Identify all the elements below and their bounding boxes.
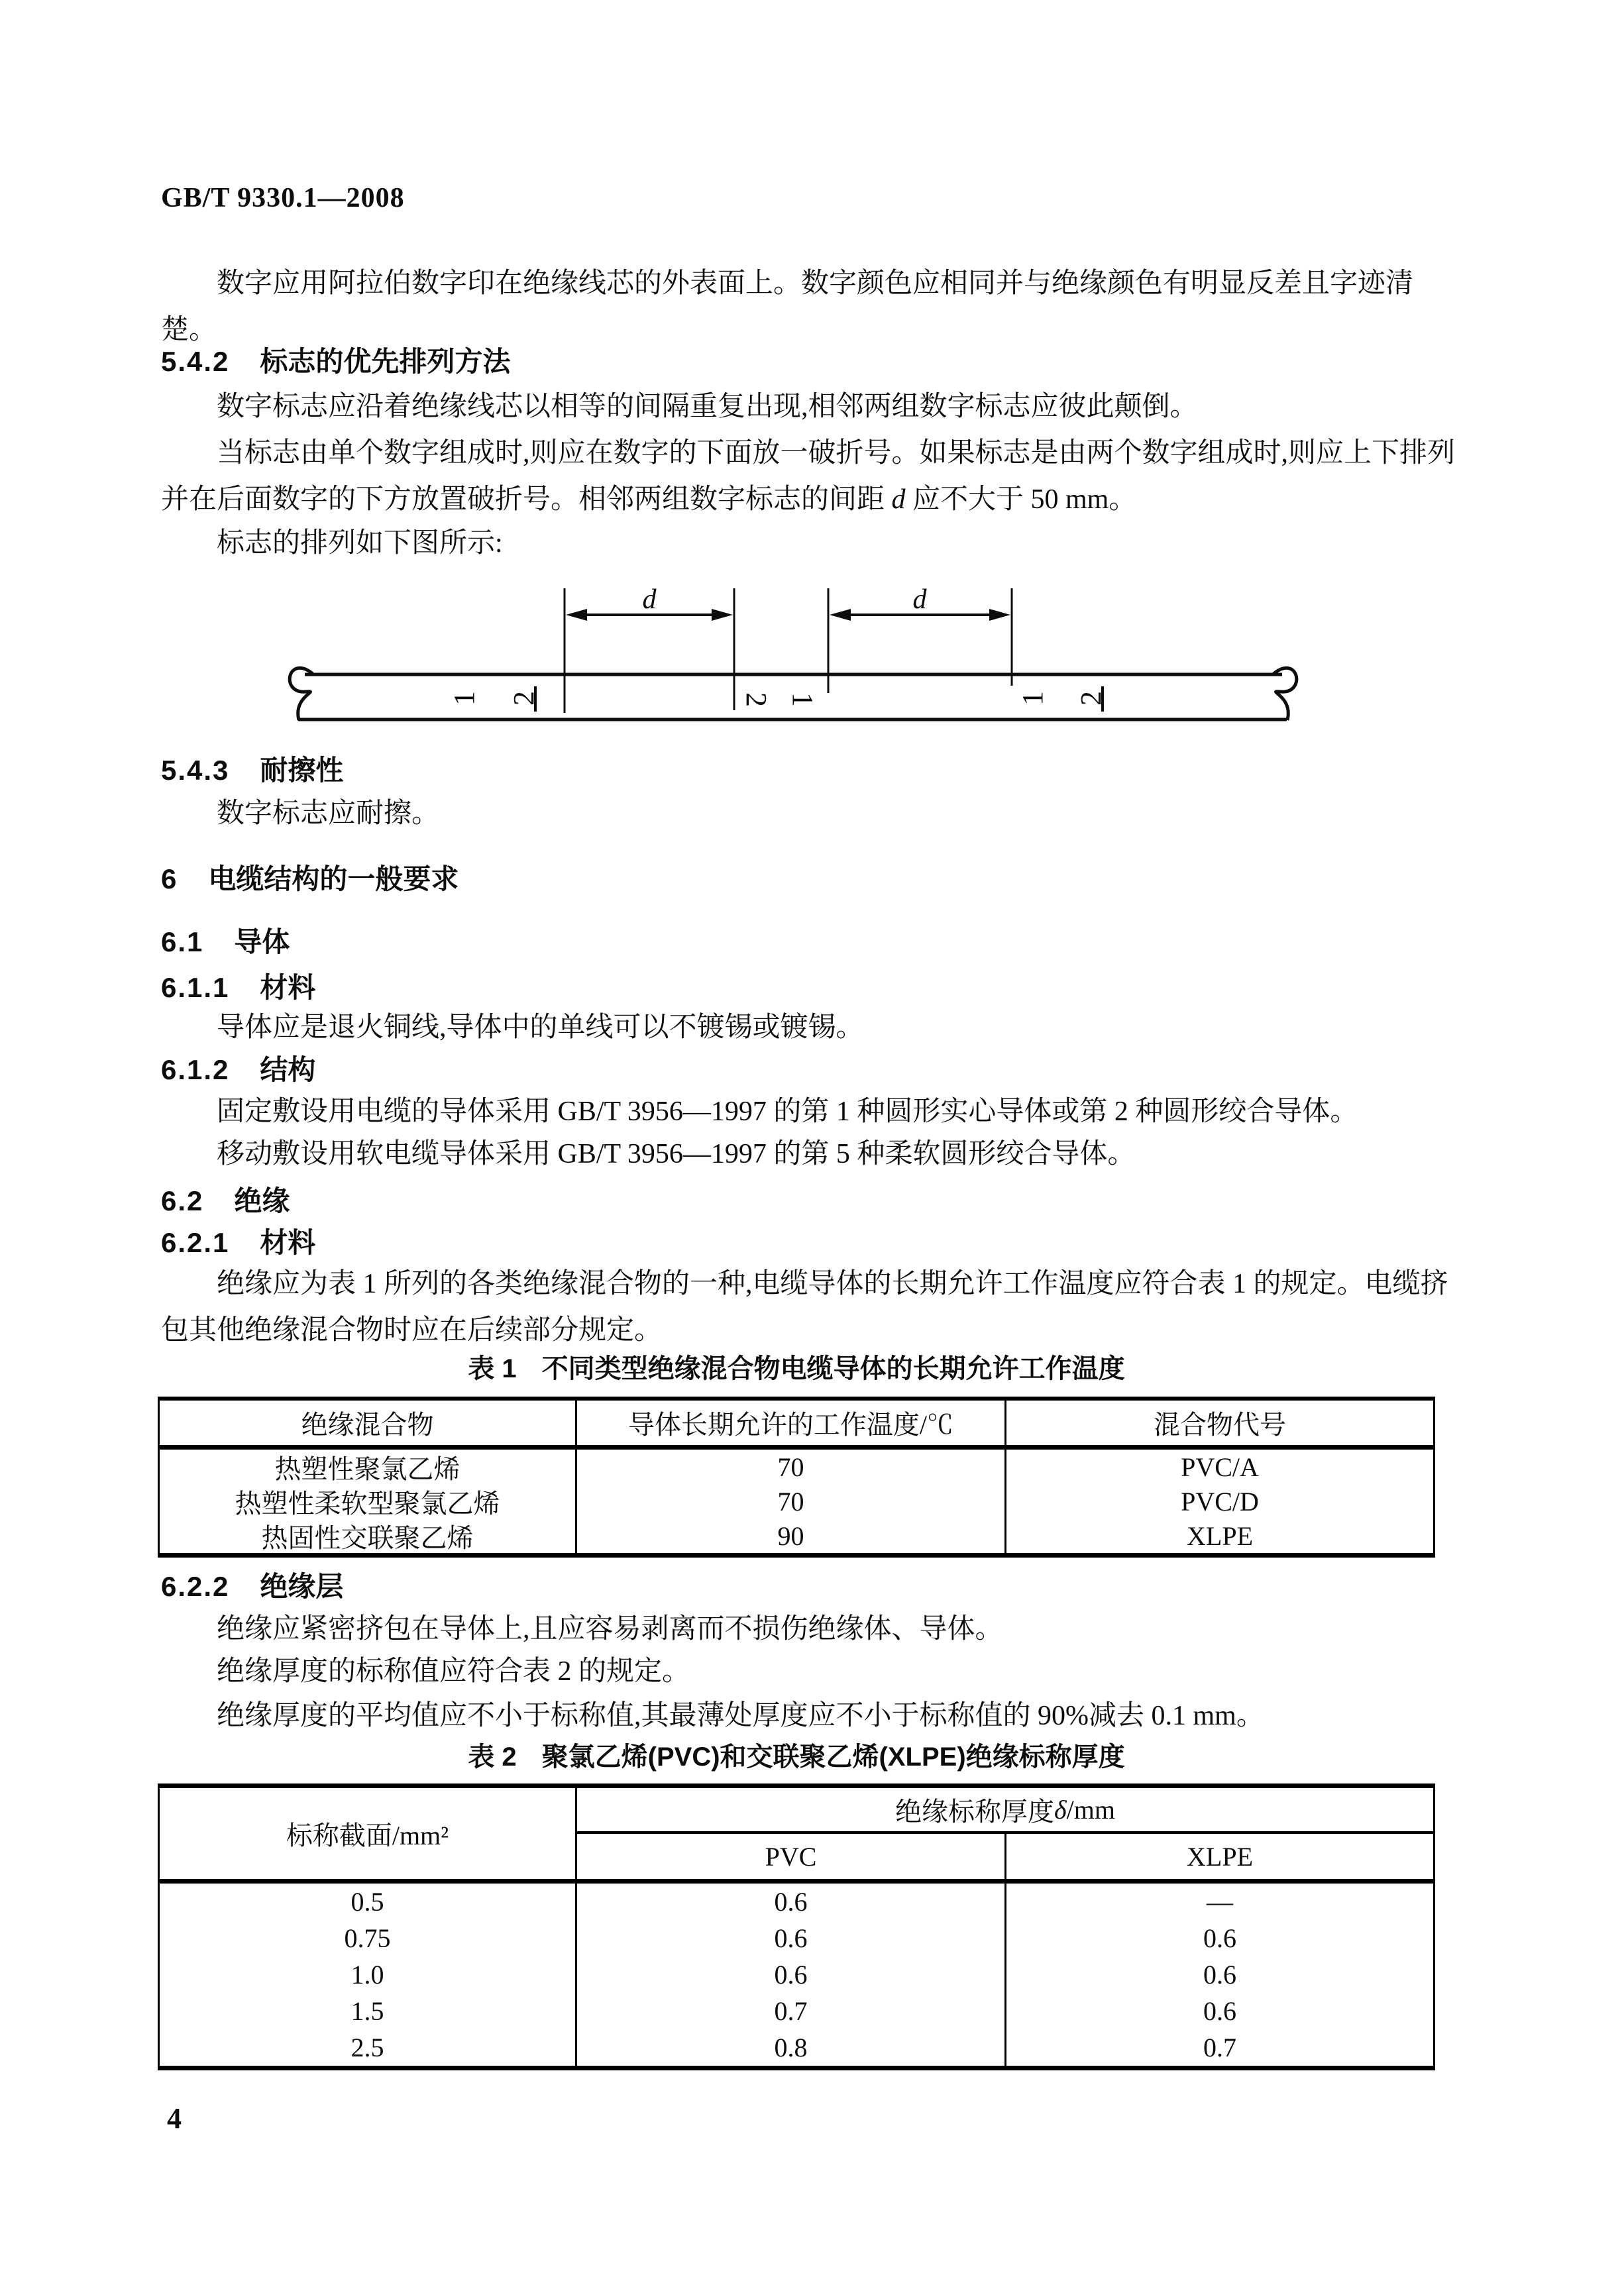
section-title: 标志的优先排列方法	[260, 346, 511, 377]
paragraph-marking-digits: 数字应用阿拉伯数字印在绝缘线芯的外表面上。数字颜色应相同并与绝缘颜色有明显反差且字迹清楚。	[161, 268, 1414, 345]
section-number: 6.1	[161, 926, 204, 957]
section-number: 5.4.2	[161, 346, 230, 377]
paragraph-612-2: 移动敷设用软电缆导体采用 GB/T 3956—1997 的第 5 种柔软圆形绞合导体。	[217, 1139, 1136, 1169]
table-caption-title: 聚氯乙烯(PVC)和交联聚乙烯(XLPE)绝缘标称厚度	[541, 1742, 1125, 1772]
table1-cell: 90	[577, 1518, 1006, 1553]
arrowhead-left-2	[830, 609, 851, 621]
table1-cell: XLPE	[1187, 1520, 1253, 1551]
arrowhead-right-2	[989, 609, 1010, 621]
section-number: 6.2.2	[161, 1571, 230, 1602]
paragraph-543-1: 数字标志应耐擦。	[217, 798, 440, 829]
section-heading-621	[161, 1220, 315, 1266]
section-title: 导体	[234, 926, 290, 957]
mark-group3-digit2: 2	[1075, 691, 1107, 706]
paragraph-text: 当标志由单个数字组成时,则应在数字的下面放一破折号。如果标志是由两个数字组成时,则应上下排列并在后面数字的下方放置破折号。相邻两组数字标志的间距	[161, 438, 1456, 515]
mark-group1-digit2: 2	[508, 691, 540, 706]
variable-d: d	[891, 484, 906, 515]
section-title: 电缆结构的一般要求	[208, 863, 459, 894]
dimension-label-d-1: d	[642, 584, 657, 615]
table1-header-cell: 混合物代号	[1006, 1401, 1433, 1450]
section-title: 绝缘层	[260, 1571, 344, 1602]
table2-header-cell-thickness	[577, 1788, 1433, 1834]
section-number: 6.2	[161, 1185, 204, 1216]
table2-cell: 0.6	[577, 1920, 1006, 1956]
mark-group2-digit1: 2	[740, 692, 773, 707]
table2-cell: 0.6	[1203, 1996, 1236, 2026]
mark-group2-digit2: 1	[786, 692, 819, 707]
paragraph-542-1: 数字标志应沿着绝缘线芯以相等的间隔重复出现,相邻两组数字标志应彼此颠倒。	[217, 392, 1198, 422]
table2-header-cell-section: 标称截面/mm²	[160, 1788, 577, 1884]
table1-cell: 热固性交联聚乙烯	[160, 1518, 577, 1553]
section-heading-622	[161, 1564, 343, 1610]
table2-cell: 0.6	[1203, 1923, 1236, 1953]
table2-cell: 1.5	[160, 1993, 577, 2029]
table2-caption	[158, 1734, 1435, 1780]
table1-caption	[158, 1346, 1435, 1392]
table1-cell: 热塑性聚氯乙烯	[160, 1450, 577, 1484]
paragraph-612-1: 固定敷设用电缆的导体采用 GB/T 3956—1997 的第 1 种圆形实心导体或第 2 种圆形绞合导体。	[217, 1096, 1358, 1127]
section-title: 绝缘	[234, 1185, 290, 1216]
section-number: 6	[161, 863, 178, 894]
section-number: 5.4.3	[161, 755, 230, 786]
table2-cell: 0.75	[160, 1920, 577, 1956]
paragraph-542-3: 标志的排列如下图所示:	[217, 528, 503, 559]
table2-cell: 0.8	[577, 2029, 1006, 2066]
table-caption-title: 不同类型绝缘混合物电缆导体的长期允许工作温度	[541, 1354, 1125, 1383]
table-caption-label: 表 1	[468, 1354, 517, 1383]
section-heading-543	[161, 747, 343, 794]
table2-cell: 0.6	[577, 1956, 1006, 1993]
header-text: /mm	[1066, 1795, 1115, 1825]
paragraph-542-2	[161, 430, 1468, 523]
table-caption-label: 表 2	[468, 1742, 517, 1772]
table2-cell: 2.5	[160, 2029, 577, 2066]
section-title: 耐擦性	[260, 755, 344, 786]
arrowhead-left-1	[566, 609, 587, 621]
paragraph-611-1: 导体应是退火铜线,导体中的单线可以不镀锡或镀锡。	[217, 1012, 864, 1043]
table1-cell: 70	[577, 1450, 1006, 1484]
table2-cell: 0.6	[1203, 1960, 1236, 1990]
table2-cell: 1.0	[160, 1956, 577, 1993]
table-1	[158, 1397, 1435, 1558]
section-title: 结构	[260, 1054, 316, 1085]
page-number: 4	[167, 2102, 182, 2135]
table2-subheader-xlpe: XLPE	[1006, 1834, 1433, 1884]
mark-group3-digit1: 1	[1016, 691, 1049, 706]
section-heading-6	[161, 856, 459, 902]
table1-cell: 70	[577, 1484, 1006, 1518]
table1-cell: PVC/D	[1181, 1486, 1259, 1517]
paragraph-622-1: 绝缘应紧密挤包在导体上,且应容易剥离而不损伤绝缘体、导体。	[217, 1614, 1003, 1644]
section-number: 6.2.1	[161, 1227, 230, 1258]
table1-cell: PVC/A	[1181, 1452, 1259, 1482]
cable-marking-diagram	[232, 575, 1358, 742]
section-heading-61	[161, 919, 290, 965]
table2-subheader-pvc: PVC	[577, 1834, 1006, 1884]
section-number: 6.1.2	[161, 1054, 230, 1085]
mark-group1-digit1: 1	[448, 691, 480, 706]
paragraph-622-2: 绝缘厚度的标称值应符合表 2 的规定。	[217, 1656, 690, 1687]
section-number: 6.1.1	[161, 972, 230, 1003]
section-title: 材料	[260, 972, 316, 1003]
table1-header-cell: 绝缘混合物	[160, 1401, 577, 1450]
table1-cell: 热塑性柔软型聚氯乙烯	[160, 1484, 577, 1518]
table2-cell: 0.6	[577, 1884, 1006, 1920]
section-title: 材料	[260, 1227, 316, 1258]
section-heading-542	[161, 339, 510, 385]
table2-cell: 0.7	[577, 1993, 1006, 2029]
table2-cell: 0.7	[1203, 2033, 1236, 2062]
paragraph-622-3: 绝缘厚度的平均值应不小于标称值,其最薄处厚度应不小于标称值的 90%减去 0.1 mm。	[217, 1701, 1264, 1731]
arrowhead-right-1	[712, 609, 733, 621]
variable-delta: δ	[1054, 1795, 1067, 1825]
paragraph-621-1: 绝缘应为表 1 所列的各类绝缘混合物的一种,电缆导体的长期允许工作温度应符合表 1 的规定。电缆挤包其他绝缘混合物时应在后续部分规定。	[161, 1269, 1448, 1346]
table2-cell: 0.5	[160, 1884, 577, 1920]
table-2	[158, 1783, 1435, 2070]
paragraph-text: 应不大于 50 mm。	[905, 484, 1137, 515]
document-code: GB/T 9330.1—2008	[161, 183, 405, 213]
table2-cell: —	[1207, 1887, 1233, 1917]
section-heading-62	[161, 1178, 290, 1224]
table1-header-cell: 导体长期允许的工作温度/℃	[577, 1401, 1006, 1450]
header-text: 绝缘标称厚度	[895, 1797, 1055, 1827]
section-heading-612	[161, 1047, 315, 1093]
dimension-label-d-2: d	[912, 584, 927, 615]
